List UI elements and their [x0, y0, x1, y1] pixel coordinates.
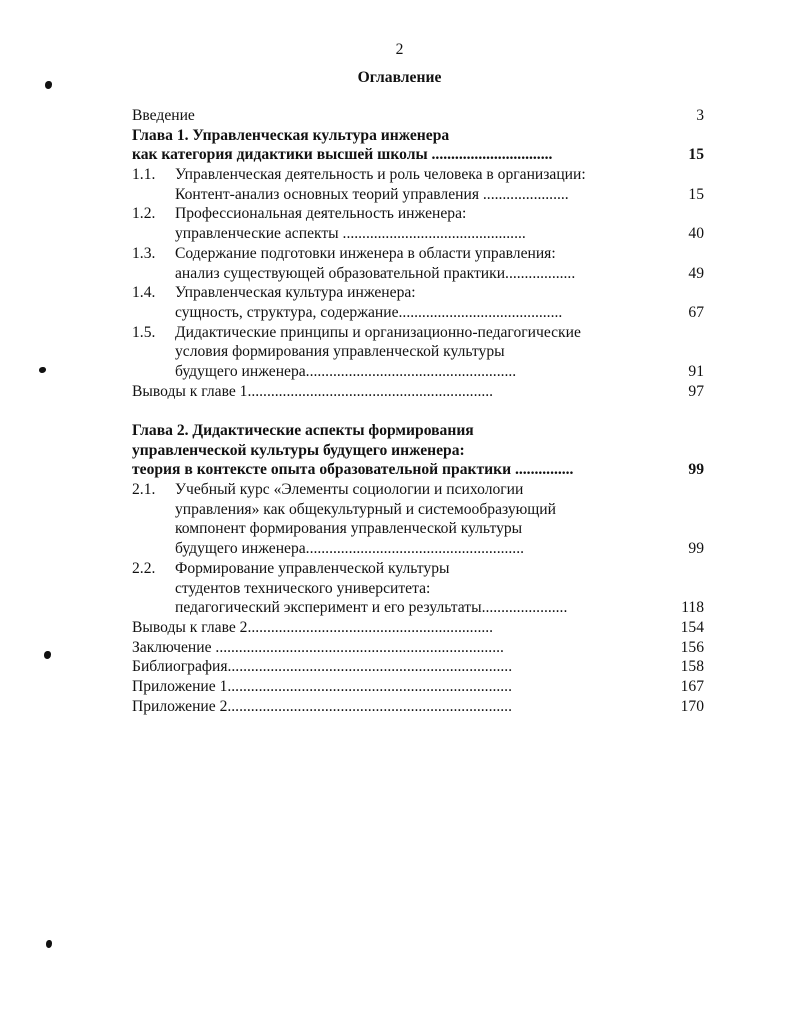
- section-number: 1.5.: [132, 323, 156, 341]
- toc-line-text: компонент формирования управленческой культуры: [175, 520, 523, 538]
- section-number: 1.1.: [132, 166, 156, 184]
- toc-line: [132, 500, 704, 520]
- toc-entry: [132, 657, 704, 677]
- toc-line: [132, 460, 704, 480]
- toc-page-number: 99: [688, 461, 704, 479]
- toc-entry: [132, 638, 704, 658]
- toc-chapter: [132, 126, 704, 165]
- toc-line-text: Введение: [132, 107, 195, 124]
- toc-line-text: Профессиональная деятельность инженера:: [175, 205, 467, 223]
- toc-section: [132, 559, 704, 618]
- toc-page-number: 170: [680, 697, 704, 715]
- toc-line: [132, 579, 704, 599]
- page-number: 2: [395, 41, 404, 58]
- toc-line: [132, 480, 704, 500]
- toc-section: [132, 283, 704, 322]
- section-number: 2.1.: [132, 481, 156, 499]
- toc-line-text: студентов технического университета:: [175, 579, 431, 597]
- toc-entry: [132, 618, 704, 638]
- scan-speck: [45, 81, 52, 89]
- toc-page-number: 91: [688, 362, 704, 380]
- toc-page-number: 15: [688, 185, 704, 203]
- toc-page-number: 97: [688, 382, 704, 400]
- toc-line-text: Содержание подготовки инженера в области управления:: [175, 244, 556, 262]
- toc-line: [132, 126, 704, 146]
- toc-section: [132, 204, 704, 243]
- toc-entry: [132, 382, 704, 402]
- toc-section: [132, 244, 704, 283]
- toc-line-text: будущего инженера......................................................: [175, 362, 517, 380]
- toc-line-text: Приложение 1.........................................................................: [132, 677, 512, 695]
- page-title: Оглавление: [357, 69, 442, 86]
- toc-line-text: Глава 2. Дидактические аспекты формирования: [132, 422, 474, 439]
- toc-entry: [132, 697, 704, 717]
- toc-line-text: Формирование управленческой культуры: [175, 559, 450, 577]
- toc-line: [132, 323, 704, 343]
- toc-page-number: 99: [688, 540, 704, 558]
- toc-line: [132, 657, 704, 677]
- toc-line: [132, 618, 704, 638]
- toc-page-number: 167: [680, 677, 704, 695]
- toc-line: [132, 244, 704, 264]
- toc-line: [132, 264, 704, 284]
- toc-line-text: Управленческая культура инженера:: [175, 284, 416, 302]
- section-number: 1.2.: [132, 205, 156, 223]
- toc-line-text: анализ существующей образовательной практики..................: [175, 264, 576, 282]
- toc-page-number: 15: [688, 146, 704, 164]
- toc-line: [132, 165, 704, 185]
- toc-page-number: 154: [680, 618, 704, 636]
- toc-line-text: Выводы к главе 1...............................................................: [132, 382, 494, 400]
- section-number: 1.3.: [132, 244, 156, 262]
- toc-line-text: будущего инженера........................................................: [175, 540, 524, 558]
- toc-line-text: управленческой культуры будущего инженера:: [132, 441, 465, 459]
- section-number: 2.2.: [132, 559, 156, 577]
- toc-page-number: 67: [688, 303, 704, 321]
- scan-speck: [44, 651, 51, 659]
- toc-chapter: [132, 421, 704, 480]
- toc-page-number: 118: [681, 599, 704, 617]
- toc-line: [132, 539, 704, 559]
- toc-page-number: 40: [688, 225, 704, 243]
- toc-line: [132, 303, 704, 323]
- toc-line-text: Библиография.........................................................................: [132, 658, 513, 676]
- toc-line: [132, 342, 704, 362]
- toc-page-number: 156: [680, 638, 704, 656]
- toc-line: [132, 638, 704, 658]
- toc-line: [132, 421, 704, 441]
- toc-line: [132, 283, 704, 303]
- toc-line-text: теория в контексте опыта образовательной практики ...............: [132, 461, 574, 479]
- toc-line-text: Контент-анализ основных теорий управления ......................: [175, 185, 569, 203]
- toc-line-text: Учебный курс «Элементы социологии и психологии: [175, 481, 524, 499]
- toc-line-text: управленческие аспекты ...............................................: [175, 225, 526, 243]
- toc-line: [132, 441, 704, 461]
- toc-line-text: сущность, структура, содержание..........................................: [175, 303, 563, 321]
- toc-line-text: педагогический эксперимент и его результаты......................: [175, 599, 568, 617]
- toc-line-text: как категория дидактики высшей школы ...............................: [132, 146, 553, 164]
- toc-spacer: [132, 401, 704, 421]
- scan-speck: [39, 367, 46, 373]
- table-of-contents: [132, 106, 704, 716]
- toc-page-number: 158: [680, 658, 704, 676]
- toc-line: [132, 519, 704, 539]
- toc-line: [132, 185, 704, 205]
- toc-line: [132, 204, 704, 224]
- toc-entry: [132, 106, 704, 126]
- toc-line-text: Заключение ..........................................................................: [132, 638, 504, 656]
- toc-line: [132, 145, 704, 165]
- toc-entry: [132, 677, 704, 697]
- toc-line-text: Управленческая деятельность и роль человека в организации:: [175, 166, 586, 184]
- toc-line-text: Приложение 2.........................................................................: [132, 697, 512, 715]
- toc-line: [132, 362, 704, 382]
- toc-section: [132, 165, 704, 204]
- toc-line: [132, 559, 704, 579]
- toc-line: [132, 697, 704, 717]
- toc-line-text: управления» как общекультурный и системообразующий: [175, 500, 556, 518]
- toc-line-text: Выводы к главе 2...............................................................: [132, 618, 494, 636]
- toc-line: [132, 382, 704, 402]
- toc-section: [132, 323, 704, 382]
- toc-line-text: Глава 1. Управленческая культура инженера: [132, 126, 450, 144]
- toc-line: [132, 677, 704, 697]
- toc-page-number: 49: [688, 264, 704, 282]
- toc-line-text: Дидактические принципы и организационно-педагогические: [175, 323, 581, 341]
- toc-section: [132, 480, 704, 559]
- section-number: 1.4.: [132, 284, 156, 302]
- toc-line: [132, 106, 704, 126]
- toc-line: [132, 224, 704, 244]
- toc-line: [132, 598, 704, 618]
- toc-page-number: 3: [696, 107, 704, 124]
- scan-speck: [46, 940, 52, 948]
- toc-line-text: условия формирования управленческой культуры: [175, 343, 505, 361]
